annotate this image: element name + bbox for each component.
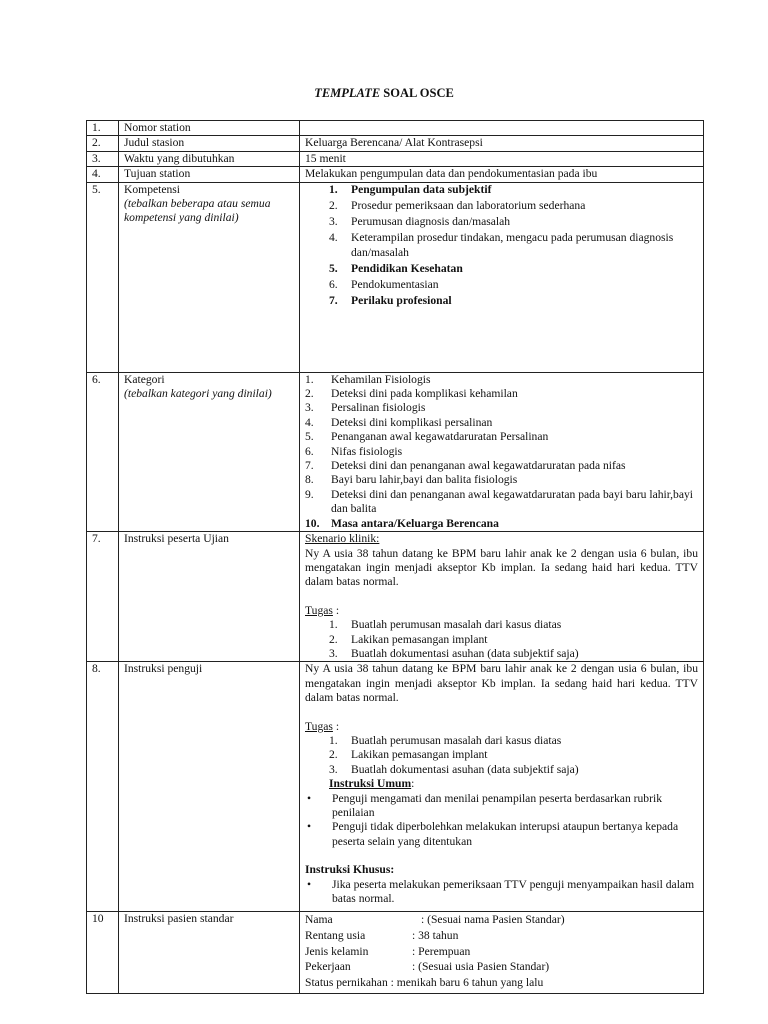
tugas-heading: Tugas : [305, 719, 340, 733]
table-row [87, 121, 704, 136]
table-row [87, 151, 704, 166]
list-item: 7. Deteksi dini dan penanganan awal kegawatdaruratan pada nifas [305, 459, 626, 473]
list-item: 1. Buatlah perumusan masalah dari kasus diatas [329, 618, 562, 632]
title-rest: SOAL OSCE [380, 86, 454, 100]
instruksi-khusus-heading: Instruksi Khusus: [305, 863, 395, 877]
list-item: • Jika peserta melakukan pemeriksaan TTV penguji menyampaikan hasil dalam batas normal. [307, 877, 695, 906]
tugas-heading: Tugas : [305, 603, 340, 617]
document-title [0, 86, 768, 100]
list-item: 5. Penanganan awal kegawatdaruratan Persalinan [305, 430, 549, 444]
list-item: 2. Deteksi dini pada komplikasi kehamilan [305, 387, 518, 401]
row-value: 15 menit [300, 151, 704, 166]
row-value [300, 662, 704, 912]
field-pekerjaan: Pekerjaan : (Sesuai usia Pasien Standar) [305, 960, 550, 974]
row-label: Nomor station [119, 121, 300, 136]
list-item: 5. Pendidikan Kesehatan [329, 261, 463, 275]
skenario-label: Skenario klinik: [305, 532, 380, 546]
list-item: 3. Persalinan fisiologis [305, 401, 426, 415]
list-item: 2. Prosedur pemeriksaan dan laboratorium sederhana [329, 198, 586, 212]
list-item: 2. Lakikan pemasangan implant [329, 748, 488, 762]
row-value: Keluarga Berencana/ Alat Kontrasepsi [300, 136, 704, 151]
tugas-list [305, 734, 698, 777]
table-row [87, 136, 704, 151]
row-number: 10 [87, 912, 119, 994]
row-value [300, 532, 704, 662]
table-row-instruksi-penguji [87, 662, 704, 912]
list-item: 3. Buatlah dokumentasi asuhan (data subjektif saja) [329, 762, 579, 776]
tugas-list [305, 618, 698, 661]
skenario-text: Ny A usia 38 tahun datang ke BPM baru lahir anak ke 2 dengan usia 6 bulan, ibu mengatakan ingin menjadi akseptor Kb implan. Ia sedang haid hari kedua. TTV dalam batas normal. [305, 662, 698, 705]
table-row-instruksi-peserta [87, 532, 704, 662]
field-rentang-usia: Rentang usia : 38 tahun [305, 928, 459, 942]
table-row-instruksi-pasien [87, 912, 704, 994]
row-label: Instruksi penguji [119, 662, 300, 912]
list-item: 10. Masa antara/Keluarga Berencana [305, 516, 499, 530]
list-item: 8. Bayi baru lahir,bayi dan balita fisiologis [305, 473, 518, 487]
row-label: Kategori [124, 372, 165, 386]
row-label-cell [119, 182, 300, 372]
row-value [300, 182, 704, 372]
table-row-kompetensi [87, 182, 704, 372]
row-label: Waktu yang dibutuhkan [119, 151, 300, 166]
list-item: 1. Buatlah perumusan masalah dari kasus diatas [329, 733, 562, 747]
list-item: • Penguji tidak diperbolehkan melakukan interupsi ataupun bertanya kepada peserta selain yang ditentukan [307, 820, 679, 848]
kompetensi-list [305, 183, 698, 309]
row-number: 6. [87, 372, 119, 531]
row-label: Judul stasion [119, 136, 300, 151]
instruksi-umum-list [305, 792, 698, 850]
list-item: 1. Pengumpulan data subjektif [329, 182, 492, 196]
row-label: Instruksi pasien standar [119, 912, 300, 994]
list-item: 6. Pendokumentasian [329, 278, 439, 292]
field-nama: Nama : (Sesuai nama Pasien Standar) [305, 913, 565, 927]
row-number: 7. [87, 532, 119, 662]
list-item: 9. Deteksi dini dan penanganan awal kegawatdaruratan pada bayi baru lahir,bayi dan balita [305, 487, 694, 516]
kategori-list [305, 373, 698, 531]
row-number: 2. [87, 136, 119, 151]
list-item: 6. Nifas fisiologis [305, 444, 403, 458]
row-note: (tebalkan beberapa atau semua kompetensi yang dinilai) [124, 197, 271, 225]
list-item: 3. Perumusan diagnosis dan/masalah [329, 215, 511, 229]
row-number: 8. [87, 662, 119, 912]
row-note: (tebalkan kategori yang dinilai) [124, 387, 272, 401]
instruksi-umum-heading: Instruksi Umum: [329, 777, 415, 791]
row-value [300, 372, 704, 531]
row-number: 4. [87, 167, 119, 182]
field-jenis-kelamin: Jenis kelamin : Perempuan [305, 944, 471, 958]
list-item: 1. Kehamilan Fisiologis [305, 372, 431, 386]
row-number: 5. [87, 182, 119, 372]
skenario-text: Ny A usia 38 tahun datang ke BPM baru lahir anak ke 2 dengan usia 6 bulan, ibu mengatakan ingin menjadi akseptor Kb implan. Ia sedang haid hari kedua. TTV dalam batas normal. [305, 546, 698, 589]
row-label: Kompetensi [124, 182, 181, 196]
field-status-pernikahan: Status pernikahan : menikah baru 6 tahun yang lalu [305, 975, 544, 989]
table-row-kategori [87, 372, 704, 531]
row-value [300, 912, 704, 994]
title-italic: TEMPLATE [314, 86, 381, 100]
list-item: 4. Keterampilan prosedur tindakan, mengacu pada perumusan diagnosis dan/masalah [329, 231, 674, 259]
list-item: 2. Lakikan pemasangan implant [329, 632, 488, 646]
row-number: 1. [87, 121, 119, 136]
instruksi-khusus-list [305, 878, 698, 907]
row-label: Instruksi peserta Ujian [119, 532, 300, 662]
osce-template-table [86, 120, 704, 994]
list-item: • Penguji mengamati dan menilai penampilan peserta berdasarkan rubrik penilaian [307, 791, 662, 819]
row-label: Tujuan station [119, 167, 300, 182]
list-item: 7. Perilaku profesional [329, 294, 452, 308]
row-value: Melakukan pengumpulan data dan pendokumentasian pada ibu [300, 167, 704, 182]
list-item: 3. Buatlah dokumentasi asuhan (data subjektif saja) [329, 646, 579, 660]
row-value [300, 121, 704, 136]
row-number: 3. [87, 151, 119, 166]
table-row [87, 167, 704, 182]
row-label-cell [119, 372, 300, 531]
list-item: 4. Deteksi dini komplikasi persalinan [305, 415, 493, 429]
